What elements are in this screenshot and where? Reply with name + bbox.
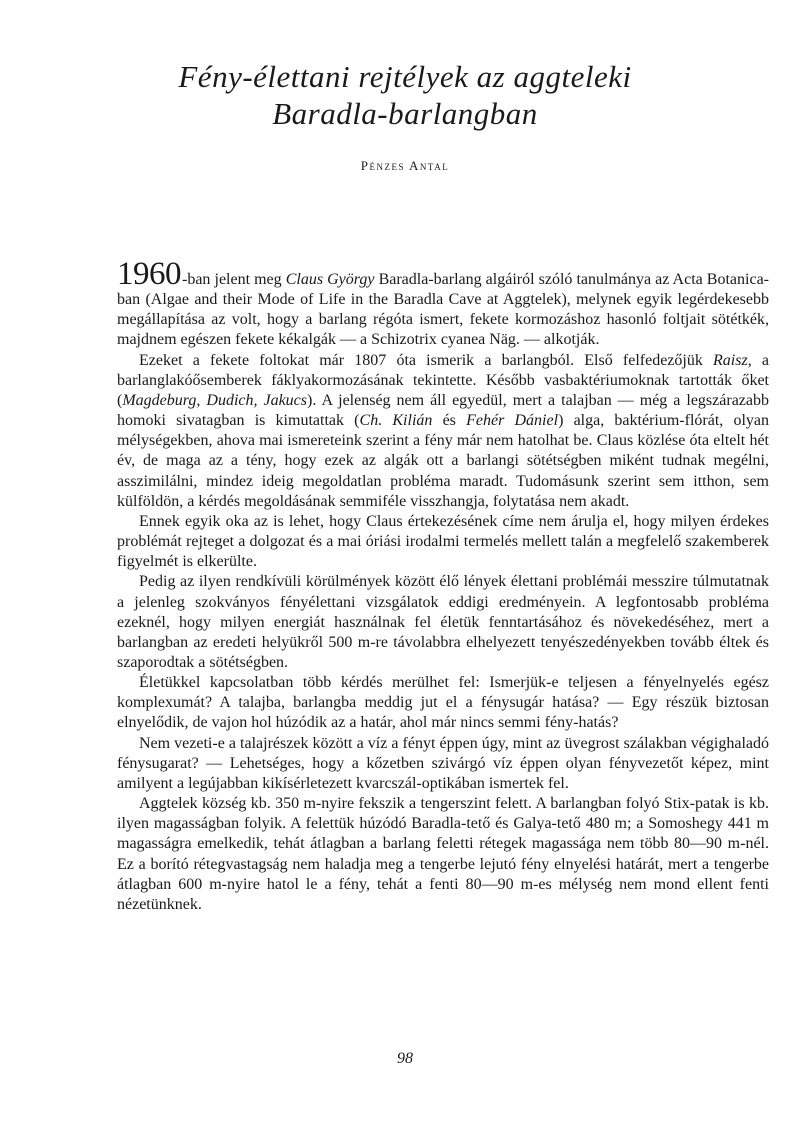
paragraph-2 (117, 351, 769, 512)
article-title-line-2: Baradla-barlangban (272, 96, 538, 131)
paragraph-1-text-a: -ban jelent meg (182, 271, 286, 288)
paragraph-2-italic-kilian: Ch. Kilián (359, 412, 433, 430)
paragraph-5: Életükkel kapcsolatban több kérdés merülhet fel: Ismerjük-e teljesen a fényelnyelés egész komplexumát? A talajba, barlangba meddig jut el a fénysugár hatása? — Egy részük biztosan elnyelődik, de vajon hol húzódik az a határ, ahol már nincs semmi fény-hatás? (117, 674, 769, 732)
paragraph-4: Pedig az ilyen rendkívüli körülmények között élő lények élettani problémái messzire túlmutatnak a jelenleg szokványos fényélettani vizsgálatok eddigi eredményein. A legfontosabb probléma ezeknél, hogy milyen energiát használnak fel életük fenntartásához és növekedéséhez, mert a barlangban az eredeti helyükről 500 m-re távolabbra elhelyezett tenyészedényekben tovább éltek és szaporodtak a sötétségben. (117, 573, 769, 671)
paragraph-2-text-b: , a barlanglakóősemberek fáklyakormozásának tekintette. Később vasbaktériumoknak tartották őket ( (117, 351, 769, 409)
paragraph-3: Ennek egyik oka az is lehet, hogy Claus értekezésének címe nem árulja el, hogy milyen érdekes problémát rejteget a dolgozat és a mai óriási irodalmi termelés mellett talán a megfelelő szakemberek figyelmét is elkerülte. (117, 512, 769, 571)
paragraph-1-italic-name: Claus György (285, 271, 375, 288)
paragraph-2-text-d: és (432, 412, 467, 430)
article-title-line-1: Fény-élettani rejtélyek az aggteleki (178, 59, 632, 94)
paragraph-1 (117, 256, 769, 351)
paragraph-2-text-a: Ezeket a fekete foltokat már 1807 óta ismerik a barlangból. Első felfedezőjük (139, 351, 714, 369)
dropcap-year: 1960 (117, 256, 181, 292)
paragraph-6: Nem vezeti-e a talajrészek között a víz a fényt éppen úgy, mint az üvegrost szálakban végighaladó fénysugarat? — Lehetséges, hogy a kőzetben szivárgó víz éppen olyan fényvezetőt képez, mint amilyent a legújabban kikísérletezett kvarcszál-optikában ismertek fel. (117, 734, 769, 792)
article-title (0, 58, 810, 132)
paragraph-7: Aggtelek község kb. 350 m-nyire fekszik a tengerszint felett. A barlangban folyó Stix-patak is kb. ilyen magasságban folyik. A felettük húzódó Baradla-tető és Galya-tető 480 m; a Somoshegy 441 m magasságra emelkedik, tehát átlagban a barlang feletti rétegek magassága nem több 80—90 m-nél. Ez a borító rétegvastagság nem haladja meg a tengerbe lejutó fény elnyelési határát, mert a tengerbe átlagban 600 m-nyire hatol le a fény, tehát a fenti 80—90 m-es mélység nem mond ellent fenti nézetünknek. (117, 795, 769, 913)
paragraph-1-text-b: Baradla-barlang algáiról szóló tanulmánya az Acta Botanica-ban (Algae and their Mode of Life in the Baradla Cave at Aggtelek), melynek egyik legérdekesebb megállapítása az volt, hogy a barlang régóta ismert, fekete kormozáshoz hasonló foltjait sötétkék, majdnem egészen fekete kékalgák — a Schizotrix cyanea Näg. — alkotják. (117, 271, 769, 349)
paragraph-2-italic-feher: Fehér Dániel (466, 412, 559, 430)
article-body (117, 256, 770, 915)
paragraph-2-text-e: ) alga, baktérium-flórát, olyan mélységekben, ahova mai ismereteink szerint a fény már nem hatolhat be. Claus közlése óta eltelt hét év, de maga az a tény, hogy ezek az algák ott a barlangi sötétségben miként tudnak megélni, asszimilálni, mindez ideig megoldatlan probléma maradt. Tudomásunk szerint sem itthon, sem külföldön, a kérdés megoldásának semmiféle visszhangja, folytatása nem akadt. (117, 412, 770, 510)
paragraph-2-italic-authors: Magdeburg, Dudich, Jakucs (122, 391, 308, 409)
page-number: 98 (397, 1050, 413, 1067)
paragraph-2-text-c: ). A jelenség nem áll egyedül, mert a talajban — még a legszárazabb homoki sivatagban is kimutattak ( (117, 391, 769, 430)
article-author: Pénzes Antal (360, 158, 450, 173)
paragraph-2-italic-raisz: Raisz (713, 351, 748, 369)
